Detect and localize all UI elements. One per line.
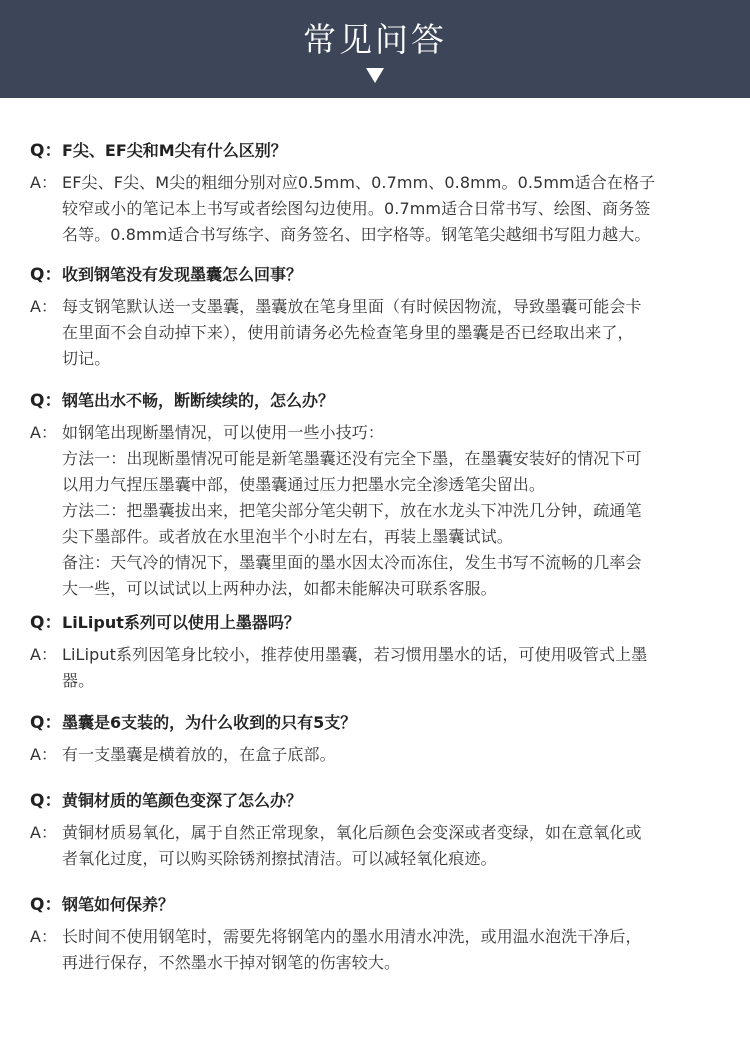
answer-line: 方法二：把墨囊拔出来，把笔尖部分笔尖朝下，放在水龙头下冲洗几分钟，疏通笔: [62, 501, 642, 520]
answer-text: [62, 820, 722, 872]
question-prefix: Q：: [30, 265, 62, 285]
question-text: 黄铜材质的笔颜色变深了怎么办？: [62, 791, 303, 810]
question-row: [0, 890, 750, 920]
answer-text: [62, 924, 722, 976]
faq-item: [0, 890, 750, 972]
page-title: 常见问答: [303, 20, 447, 59]
answer-line: 名等。0.8mm适合书写练字、商务签名、田字格等。钢笔笔尖越细书写阻力越大。: [62, 225, 651, 244]
faq-item: [0, 708, 750, 764]
answer-text: [62, 170, 722, 248]
down-arrow-icon: [366, 68, 384, 83]
question-row: [0, 786, 750, 816]
question-row: [0, 386, 750, 416]
answer-prefix: A：: [30, 173, 57, 192]
question-row: [0, 708, 750, 738]
question-prefix: Q：: [30, 141, 62, 161]
faq-item: [0, 608, 750, 690]
question-prefix: Q：: [30, 895, 62, 915]
faq-header: [0, 0, 750, 98]
answer-prefix: A：: [30, 297, 57, 316]
answer-line: LiLiput系列因笔身比较小，推荐使用墨囊，若习惯用墨水的话，可使用吸管式上墨: [62, 645, 648, 664]
question-prefix: Q：: [30, 791, 62, 811]
answer-text: [62, 294, 722, 372]
question-text: LiLiput系列可以使用上墨器吗？: [62, 613, 300, 632]
answer-line: 有一支墨囊是横着放的，在盒子底部。: [62, 745, 336, 764]
answer-prefix: A：: [30, 745, 57, 764]
question-row: [0, 260, 750, 290]
question-row: [0, 608, 750, 638]
answer-line: 者氧化过度，可以购买除锈剂擦拭清洁。可以减轻氧化痕迹。: [62, 849, 497, 868]
answer-line: 器。: [62, 671, 95, 690]
answer-text: [62, 642, 722, 694]
answer-line: 方法一：出现断墨情况可能是新笔墨囊还没有完全下墨，在墨囊安装好的情况下可: [62, 449, 642, 468]
question-prefix: Q：: [30, 613, 62, 633]
answer-line: 长时间不使用钢笔时，需要先将钢笔内的墨水用清水冲洗，或用温水泡洗干净后，: [62, 927, 642, 946]
question-text: 钢笔如何保养？: [62, 895, 175, 914]
answer-line: 较窄或小的笔记本上书写或者绘图勾边使用。0.7mm适合日常书写、绘图、商务签: [62, 199, 651, 218]
answer-text: [62, 420, 722, 602]
answer-line: 大一些，可以试试以上两种办法，如都未能解决可联系客服。: [62, 579, 497, 598]
answer-line: 每支钢笔默认送一支墨囊，墨囊放在笔身里面（有时候因物流，导致墨囊可能会卡: [62, 297, 642, 316]
question-prefix: Q：: [30, 391, 62, 411]
faq-item: [0, 786, 750, 868]
question-row: [0, 136, 750, 166]
answer-line: EF尖、F尖、M尖的粗细分别对应0.5mm、0.7mm、0.8mm。0.5mm适合在格子: [62, 173, 656, 192]
faq-item: [0, 260, 750, 368]
answer-line: 如钢笔出现断墨情况，可以使用一些小技巧：: [62, 423, 385, 442]
question-text: 钢笔出水不畅，断断续续的，怎么办？: [62, 391, 335, 410]
question-text: 墨囊是6支装的，为什么收到的只有5支？: [62, 713, 357, 732]
answer-line: 备注：天气冷的情况下，墨囊里面的墨水因太冷而冻住，发生书写不流畅的几率会: [62, 553, 642, 572]
question-text: F尖、EF尖和M尖有什么区别？: [62, 141, 287, 160]
question-text: 收到钢笔没有发现墨囊怎么回事？: [62, 265, 303, 284]
answer-line: 再进行保存，不然墨水干掉对钢笔的伤害较大。: [62, 953, 401, 972]
question-prefix: Q：: [30, 713, 62, 733]
answer-text: [62, 742, 722, 768]
answer-prefix: A：: [30, 823, 57, 842]
answer-prefix: A：: [30, 645, 57, 664]
answer-line: 以用力气捏压墨囊中部，使墨囊通过压力把墨水完全渗透笔尖留出。: [62, 475, 546, 494]
faq-item: [0, 386, 750, 598]
answer-line: 切记。: [62, 349, 111, 368]
answer-line: 黄铜材质易氧化，属于自然正常现象，氧化后颜色会变深或者变绿，如在意氧化或: [62, 823, 642, 842]
answer-line: 在里面不会自动掉下来），使用前请务必先检查笔身里的墨囊是否已经取出来了，: [62, 323, 634, 342]
answer-line: 尖下墨部件。或者放在水里泡半个小时左右，再装上墨囊试试。: [62, 527, 513, 546]
answer-prefix: A：: [30, 927, 57, 946]
answer-prefix: A：: [30, 423, 57, 442]
faq-item: [0, 136, 750, 244]
